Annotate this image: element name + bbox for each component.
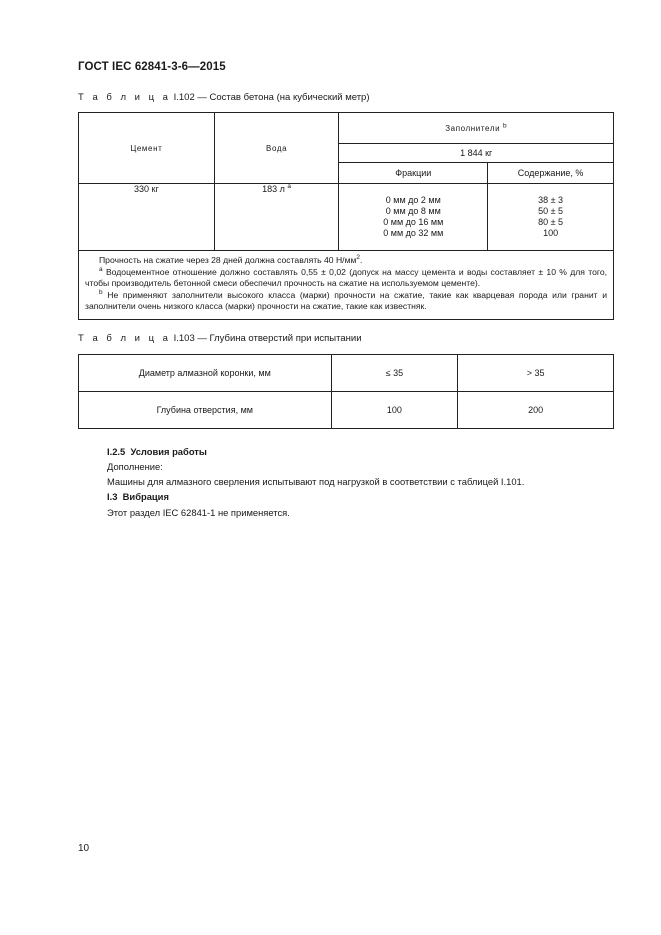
note-a: $^a$ Водоцементное отношение должно составлять 0,55 ± 0,02 (допуск на массу цемента и воды составляет ± 10 % для того, чтобы производитель бетонной смеси обеспечил прочность на сжатие на используемом цементе). [85, 265, 607, 288]
crown-diameter-small: ≤ 35 [331, 355, 458, 392]
section-heading-i25: I.2.5 Условия работы [107, 446, 207, 457]
hole-depth-table [78, 354, 614, 429]
crown-diameter-label: Диаметр алмазной коронки, мм [79, 355, 332, 392]
table-row [79, 184, 614, 251]
subheader-content: Содержание, % [488, 163, 614, 184]
header-aggregates: Заполнители $^b$ [339, 113, 614, 144]
table-header-row [79, 113, 614, 144]
page-number: 10 [78, 843, 90, 854]
table2-caption-label: Т а б л и ц а [78, 333, 171, 344]
fractions-cell [339, 184, 488, 251]
table1-caption-text: I.102 — Состав бетона (на кубический метр) [173, 92, 370, 103]
section-i25-text: Машины для алмазного сверления испытывают под нагрузкой в соответствии с таблицей I.101. [107, 476, 525, 487]
content-item: 80 ± 5 [538, 217, 564, 227]
crown-diameter-large: > 35 [458, 355, 614, 392]
aggregate-total: 1 844 кг [339, 144, 614, 163]
fraction-item: 0 мм до 16 мм [383, 217, 444, 227]
table-notes [79, 251, 614, 320]
table-row [79, 392, 614, 429]
hole-depth-small: 100 [331, 392, 458, 429]
fraction-item: 0 мм до 8 мм [385, 206, 441, 216]
note-b: $^b$ Не применяют заполнители высокого класса (марки) прочности на сжатие, такие как кварцевая порода или гранит и заполнители очень низкого класса (марки) прочности на сжатие, такие как известняк. [85, 288, 607, 311]
fraction-item: 0 мм до 32 мм [383, 228, 444, 238]
fraction-item: 0 мм до 2 мм [385, 195, 441, 205]
table2-caption-text: I.103 — Глубина отверстий при испытании [173, 333, 362, 344]
content-cell [488, 184, 614, 251]
header-water: Вода [214, 113, 339, 184]
content-item: 100 [543, 228, 559, 238]
hole-depth-large: 200 [458, 392, 614, 429]
section-heading-i3: I.3 Вибрация [107, 491, 169, 502]
table-row [79, 355, 614, 392]
section-i25-addition: Дополнение: [107, 461, 163, 472]
section-i3-text: Этот раздел IEC 62841-1 не применяется. [107, 507, 290, 518]
hole-depth-label: Глубина отверстия, мм [79, 392, 332, 429]
water-value: 183 л $^a$ [214, 184, 339, 251]
note-strength: Прочность на сжатие через 28 дней должна составлять 40 $Н/мм^2$. [99, 254, 363, 265]
table1-caption-label: Т а б л и ц а [78, 92, 171, 103]
content-item: 50 ± 5 [538, 206, 564, 216]
content-item: 38 ± 3 [538, 195, 564, 205]
subheader-fractions: Фракции [339, 163, 488, 184]
table-notes-row [79, 251, 614, 320]
document-title: ГОСТ IEC 62841-3-6—2015 [78, 61, 226, 73]
concrete-composition-table [78, 112, 614, 320]
cement-value: 330 кг [79, 184, 215, 251]
table2-caption [78, 333, 362, 344]
header-cement: Цемент [79, 113, 215, 184]
table1-caption [78, 92, 370, 103]
